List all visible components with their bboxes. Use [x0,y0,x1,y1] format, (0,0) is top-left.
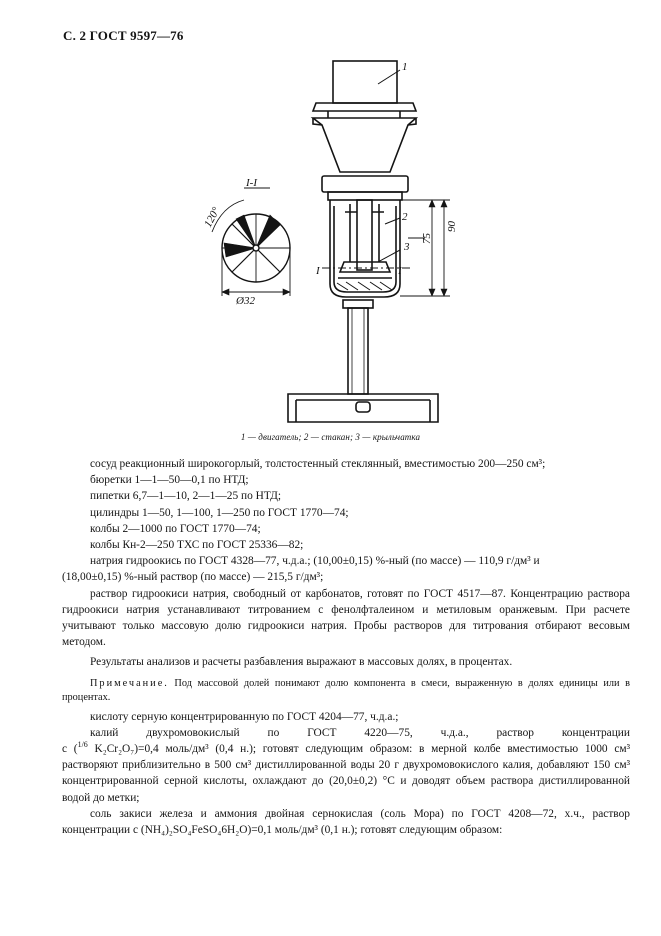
text-line: сосуд реакционный широкогорлый, толстостенный стеклянный, вместимостью 200—250 см³; [90,458,546,470]
note-label: Примечание. [90,677,169,689]
page-header: С. 2 ГОСТ 9597—76 [63,28,184,43]
paragraph-results: Результаты анализов и расчеты разбавления выражают в массовых долях, в процентах. [90,656,513,669]
note-text: Под массовой долей понимают долю компонента в смеси, выраженную в долях единицы или в процентах. [62,677,630,703]
paragraph-dichromate: c ($^{1/6}$ K₂Cr₂O₇)=0,4 моль/дм³ (0,4 н.); готовят следующим образом: в мерной колбе вместимостью 1000 см³ растворяют приблизительно в 500 см³ дистиллированной воды 20 г двухромовокислого калия, добавляют 150 см³ концентрированной серной кислоты, охлаждают до (20,0±0,2) °С и доводят объем раствора дистиллированной водой до метки; [62,740,631,804]
stirrer-shaft [357,200,372,270]
callout-motor: 1 [402,61,408,73]
text-line: колбы Кн-2—250 ТХС по ГОСТ 25336—82; [90,539,304,552]
motor-body [333,61,397,103]
angle-label: 120° [202,205,223,230]
callout-impeller: 3 [404,241,410,253]
apparatus-drawing [0,0,661,430]
text-line: (18,00±0,15) %-ный раствор (по массе) — 215,5 г/дм³; [62,571,324,584]
body-text [62,456,631,838]
figure-caption: 1 — двигатель; 2 — стакан; 3 — крыльчатка [240,432,421,442]
section-mark-left: I [316,265,320,277]
section-label: I-I [246,177,257,189]
paragraph-mohr-salt: соль закиси железа и аммония двойная сернокислая (соль Мора) по ГОСТ 4208—72, х.ч., раствор концентрации c (NH₄)₂SO₄FeSO₄6H₂O)=0,1 моль/дм³ (0,1 н.); готовят следующим образом: [62,807,630,837]
dimension-90: 90 [446,221,458,232]
text-line: колбы 2—1000 по ГОСТ 1770—74; [90,522,261,535]
text-line: кислоту серную концентрированную по ГОСТ 4204—77, ч.д.а.; [90,710,399,723]
text-line: бюретки 1—1—50—0,1 по НТД; [90,474,249,487]
coupling-ring [322,176,408,192]
stand-base [288,394,438,422]
text-line: натрия гидроокись по ГОСТ 4328—77, ч.д.а.; (10,00±0,15) %-ный (по массе) — 110,9 г/дм³ и [90,555,540,568]
stand-rod [343,300,373,308]
motor-housing [313,118,416,172]
text-line: цилиндры 1—50, 1—100, 1—250 по ГОСТ 1770—74; [90,506,349,519]
callout-beaker: 2 [402,211,408,223]
dimension-75: 75 [421,233,433,244]
note [62,677,630,705]
beaker [330,200,400,297]
text-line: пипетки 6,7—1—10, 2—1—25 по НТД; [90,490,282,503]
motor-flange [313,103,416,111]
diameter-label: Ø32 [236,295,255,307]
paragraph-naoh-solution: раствор гидроокиси натрия, свободный от карбонатов, готовят по ГОСТ 4517—87. Концентрацию раствора гидроокиси натрия устанавливают титрованием с фенолфталеином и метиловым оранжевым. При расчете учитывают только массовую долю гидроокиси натрия. Пробы растворов для титрования отбирают весовым методом. [62,587,630,649]
text-line: калий двухромовокислый по ГОСТ 4220—75, ч.д.а., раствор концентрации [90,726,630,739]
section-mark-right: I [398,265,402,277]
